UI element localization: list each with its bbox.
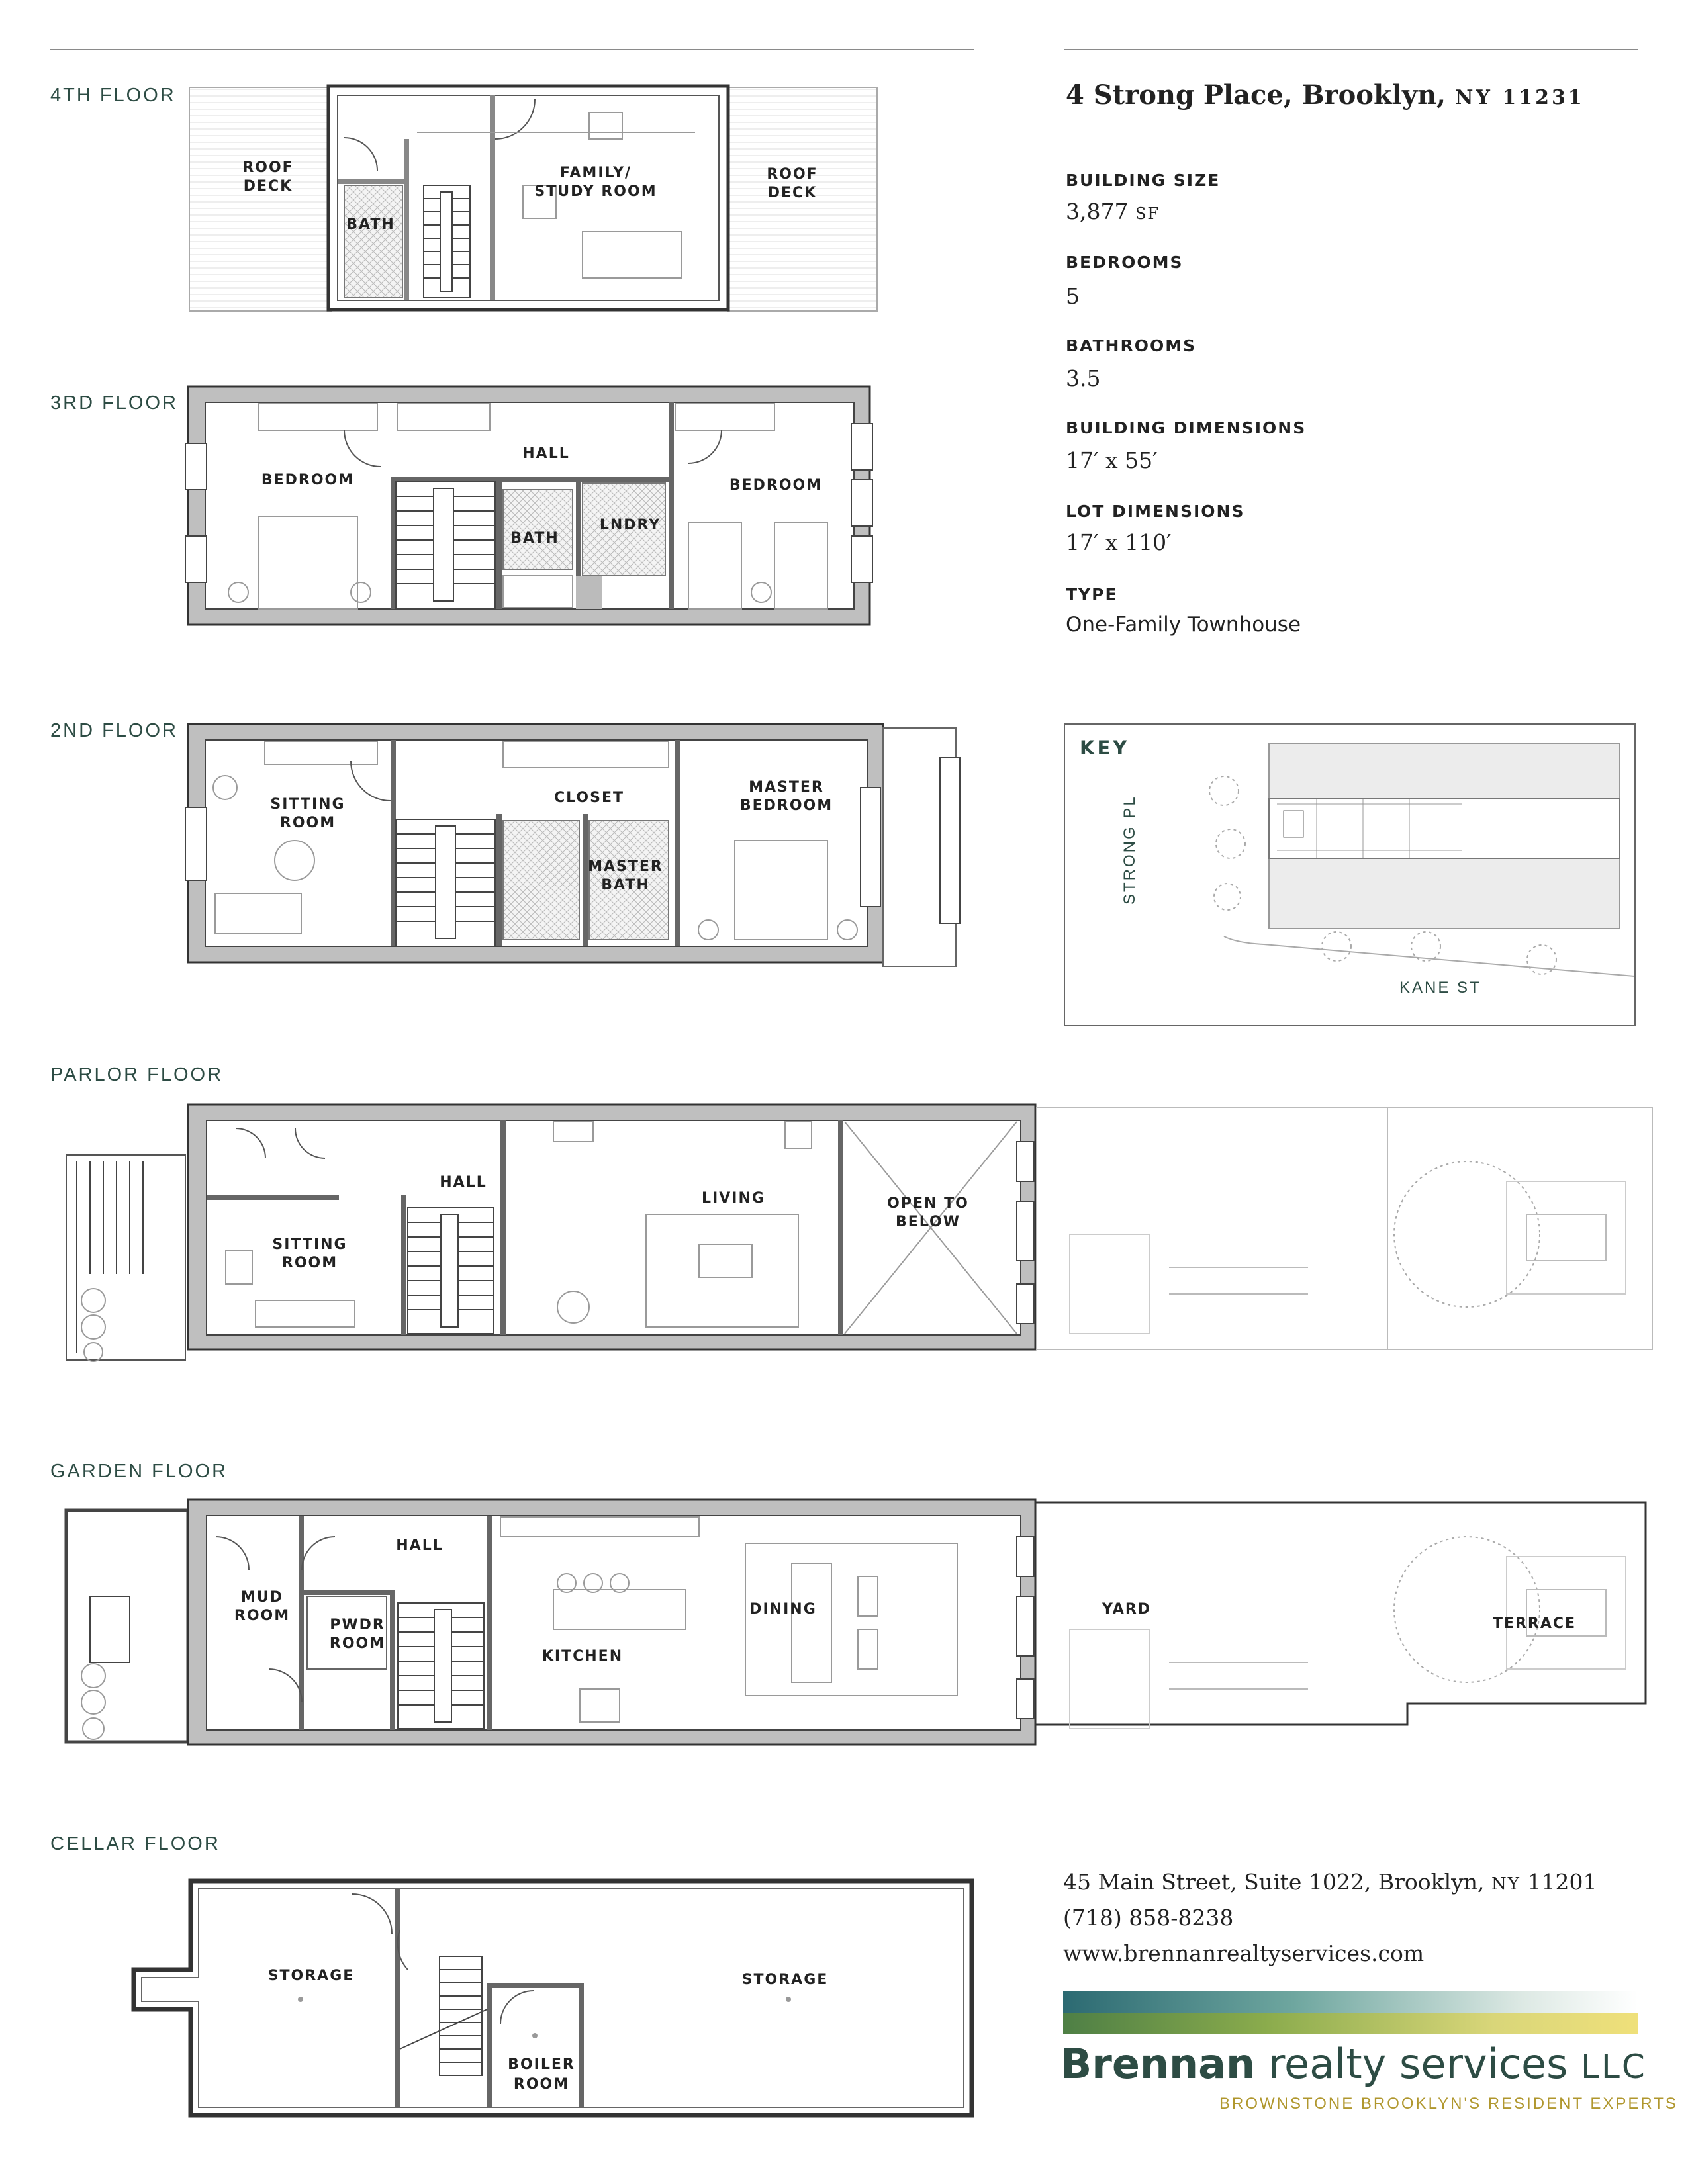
parlor-yard-outline: [1037, 1107, 1652, 1349]
key-map: [1064, 723, 1636, 1026]
sitting-room-parlor-label-1: SITTING: [272, 1236, 348, 1253]
floor-label-cellar: CELLAR FLOOR: [50, 1833, 220, 1854]
key-title: KEY: [1080, 737, 1130, 759]
roof-deck-right-label-1: ROOF: [767, 166, 818, 183]
spec-building-dimensions-label: BUILDING DIMENSIONS: [1066, 418, 1307, 437]
spec-bathrooms-label: BATHROOMS: [1066, 336, 1197, 355]
cellar-floor-plan: [130, 1877, 990, 2128]
spec-bedrooms-value: 5: [1066, 283, 1080, 309]
open-to-below-label-1: OPEN TO: [887, 1195, 969, 1212]
second-floor-plan: [185, 721, 980, 966]
key-street-strong-pl: STRONG PL: [1121, 795, 1139, 905]
key-map-drawing: [1065, 725, 1637, 1028]
brand-name-bold: Brennan: [1060, 2040, 1256, 2088]
contact-address-zip: 11201: [1527, 1869, 1597, 1895]
terrace-label: TERRACE: [1492, 1615, 1577, 1632]
fourth-floor-plan: [179, 73, 907, 311]
building-size-unit: SF: [1135, 205, 1160, 223]
roof-deck-right-label-2: DECK: [767, 185, 818, 201]
storage-left-label: STORAGE: [267, 1968, 355, 1984]
floor-label-2nd: 2ND FLOOR: [50, 720, 178, 741]
brand-name-rest: realty services: [1255, 2040, 1581, 2088]
spec-building-size-label: BUILDING SIZE: [1066, 171, 1221, 190]
spec-lot-dimensions-label: LOT DIMENSIONS: [1066, 502, 1245, 521]
spec-building-dimensions-value: 17′ x 55′: [1066, 447, 1158, 473]
bedroom-3rd-left-label: BEDROOM: [261, 472, 355, 488]
sitting-room-parlor-label-2: ROOM: [281, 1255, 338, 1271]
spec-bedrooms-label: BEDROOMS: [1066, 253, 1184, 272]
storage-right-label: STORAGE: [741, 1972, 829, 1988]
family-room-label-1: FAMILY/: [559, 165, 632, 181]
master-bath-label-2: BATH: [601, 877, 650, 893]
floor-label-parlor: PARLOR FLOOR: [50, 1064, 224, 1085]
spec-type-value: One-Family Townhouse: [1066, 613, 1301, 637]
floor-label-3rd: 3RD FLOOR: [50, 392, 178, 414]
brand-tagline: BROWNSTONE BROOKLYN'S RESIDENT EXPERTS: [1219, 2095, 1678, 2113]
family-room-label-2: STUDY ROOM: [534, 183, 657, 200]
top-rule-left: [50, 49, 974, 50]
contact-address-state: NY: [1491, 1874, 1521, 1894]
spec-bathrooms-value: 3.5: [1066, 365, 1101, 391]
mud-room-label-2: ROOM: [234, 1608, 291, 1624]
master-bedroom-label-2: BEDROOM: [739, 797, 833, 814]
property-address: [1066, 79, 1585, 111]
powder-room-label-2: ROOM: [329, 1635, 386, 1652]
kitchen-label: KITCHEN: [541, 1648, 624, 1664]
boiler-room-label-1: BOILER: [508, 2056, 575, 2073]
bath-4th-label: BATH: [346, 216, 395, 233]
powder-room-label-1: PWDR: [330, 1617, 385, 1633]
hall-garden-label: HALL: [396, 1537, 444, 1554]
sitting-room-2nd-label-1: SITTING: [270, 796, 346, 813]
address-main: 4 Strong Place, Brooklyn,: [1066, 79, 1446, 111]
brand-logo: [1060, 2040, 1647, 2088]
dining-label: DINING: [749, 1601, 817, 1617]
boiler-room-label-2: ROOM: [513, 2076, 570, 2093]
hall-parlor-label: HALL: [440, 1174, 487, 1191]
brand-color-bar: [1063, 1991, 1638, 2034]
garden-floor-plan: [64, 1497, 1652, 1762]
key-street-kane-st: KANE ST: [1399, 979, 1481, 997]
roof-deck-left-label-1: ROOF: [242, 159, 294, 176]
open-to-below-label-2: BELOW: [896, 1214, 961, 1230]
floor-label-4th: 4TH FLOOR: [50, 85, 176, 106]
contact-phone: (718) 858-8238: [1063, 1905, 1234, 1931]
mud-room-label-1: MUD: [240, 1589, 284, 1606]
top-rule-right: [1064, 49, 1638, 50]
floor-label-garden: GARDEN FLOOR: [50, 1461, 228, 1482]
third-floor-plan: [185, 384, 887, 629]
contact-address-street: 45 Main Street, Suite 1022, Brooklyn,: [1063, 1869, 1485, 1895]
master-bedroom-label-1: MASTER: [749, 779, 824, 796]
master-bath-label-1: MASTER: [588, 858, 663, 875]
address-state: NY 11231: [1455, 86, 1585, 109]
brand-suffix: LLC: [1581, 2048, 1647, 2086]
yard-label: YARD: [1102, 1601, 1152, 1617]
contact-website[interactable]: www.brennanrealtyservices.com: [1063, 1940, 1425, 1966]
spec-type-label: TYPE: [1066, 585, 1118, 604]
closet-2nd-label: CLOSET: [554, 790, 624, 806]
parlor-floor-plan: [64, 1102, 1652, 1367]
contact-address: [1063, 1869, 1597, 1895]
spec-lot-dimensions-value: 17′ x 110′: [1066, 529, 1172, 555]
living-label: LIVING: [702, 1190, 765, 1206]
spec-building-size-value: [1066, 199, 1160, 224]
roof-deck-left-label-2: DECK: [243, 178, 293, 195]
bedroom-3rd-right-label: BEDROOM: [729, 477, 823, 494]
hall-3rd-label: HALL: [522, 445, 570, 462]
bath-3rd-label: BATH: [510, 530, 559, 547]
sitting-room-2nd-label-2: ROOM: [279, 815, 336, 831]
laundry-3rd-label: LNDRY: [599, 517, 661, 533]
building-size-number: 3,877: [1066, 199, 1129, 224]
